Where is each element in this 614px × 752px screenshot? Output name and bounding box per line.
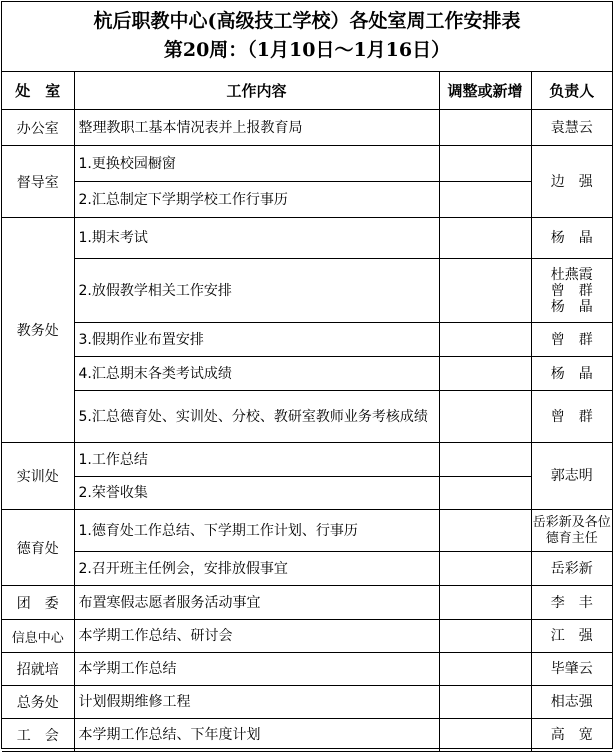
content-cell: 1.工作总结 [74,443,439,477]
table-row [2,146,612,182]
owner-cell: 毕肇云 [531,653,612,686]
owner-cell: 高 宽 [531,719,612,752]
owner-cell: 相志强 [531,686,612,719]
title-main: 杭后职教中心(高级技工学校）各处室周工作安排表 [93,10,521,32]
table-row [2,110,612,146]
adjust-cell [439,686,531,719]
adjust-cell [439,620,531,653]
table-row [2,323,612,357]
header-adjust: 调整或新增 [439,72,531,110]
content-cell: 1.期末考试 [74,218,439,259]
header-dept: 处 室 [2,72,74,110]
table-row [2,443,612,477]
owner-cell: 江 强 [531,620,612,653]
dept-cell: 办公室 [2,110,74,146]
table-row [2,477,612,510]
owner-name: 曾 群 [550,282,593,299]
dept-cell: 督导室 [2,146,74,218]
table-row [2,510,612,552]
content-cell: 4.汇总期末各类考试成绩 [74,357,439,391]
table-row [2,259,612,323]
content-cell: 1.德育处工作总结、下学期工作计划、行事历 [74,510,439,552]
table-row [2,218,612,259]
dept-cell: 招就培 [2,653,74,686]
title-week: 第20周：（1月10日～1月16日） [163,39,451,61]
dept-cell: 信息中心 [2,620,74,653]
table-row [2,620,612,653]
dept-cell: 团 委 [2,586,74,620]
content-cell: 本学期工作总结 [74,653,439,686]
owner-cell [531,259,612,323]
dept-cell: 教务处 [2,218,74,443]
owner-cell: 杨 晶 [531,218,612,259]
content-cell: 2.荣誉收集 [74,477,439,510]
adjust-cell [439,218,531,259]
dept-cell: 总务处 [2,686,74,719]
table-row [2,719,612,752]
content-cell: 计划假期维修工程 [74,686,439,719]
adjust-cell [439,182,531,218]
dept-cell: 实训处 [2,443,74,510]
owner-name: 杜燕霞 [550,266,593,283]
adjust-cell [439,391,531,443]
adjust-cell [439,653,531,686]
adjust-cell [439,552,531,586]
owner-cell: 郭志明 [531,443,612,510]
table-row [2,391,612,443]
owner-cell: 曾 群 [531,323,612,357]
adjust-cell [439,719,531,752]
owner-cell: 袁慧云 [531,110,612,146]
header-content: 工作内容 [74,72,439,110]
adjust-cell [439,477,531,510]
adjust-cell [439,146,531,182]
content-cell: 布置寒假志愿者服务活动事宜 [74,586,439,620]
adjust-cell [439,357,531,391]
table-row [2,552,612,586]
adjust-cell [439,443,531,477]
content-cell: 2.召开班主任例会，安排放假事宜 [74,552,439,586]
content-cell: 2.放假教学相关工作安排 [74,259,439,323]
table-row [2,357,612,391]
schedule-sheet [1,1,613,749]
owner-cell: 曾 群 [531,391,612,443]
owner-cell: 李 丰 [531,586,612,620]
owner-cell: 边 强 [531,146,612,218]
content-cell: 2.汇总制定下学期学校工作行事历 [74,182,439,218]
adjust-cell [439,110,531,146]
dept-cell: 工 会 [2,719,74,752]
content-cell: 本学期工作总结、研讨会 [74,620,439,653]
content-cell: 整理教职工基本情况表并上报教育局 [74,110,439,146]
adjust-cell [439,259,531,323]
owner-name: 杨 晶 [550,298,593,315]
sheet-title [2,2,612,72]
owner-cell: 岳彩新及各位德育主任 [531,510,612,552]
table-row [2,586,612,620]
owner-cell: 杨 晶 [531,357,612,391]
content-cell: 本学期工作总结、下年度计划 [74,719,439,752]
dept-cell: 德育处 [2,510,74,586]
table-row [2,653,612,686]
adjust-cell [439,510,531,552]
schedule-table [2,72,612,752]
table-row [2,182,612,218]
content-cell: 1.更换校园橱窗 [74,146,439,182]
owner-cell: 岳彩新 [531,552,612,586]
table-row [2,686,612,719]
content-cell: 3.假期作业布置安排 [74,323,439,357]
header-owner: 负责人 [531,72,612,110]
content-cell: 5.汇总德育处、实训处、分校、教研室教师业务考核成绩 [74,391,439,443]
adjust-cell [439,586,531,620]
adjust-cell [439,323,531,357]
header-row [2,72,612,110]
